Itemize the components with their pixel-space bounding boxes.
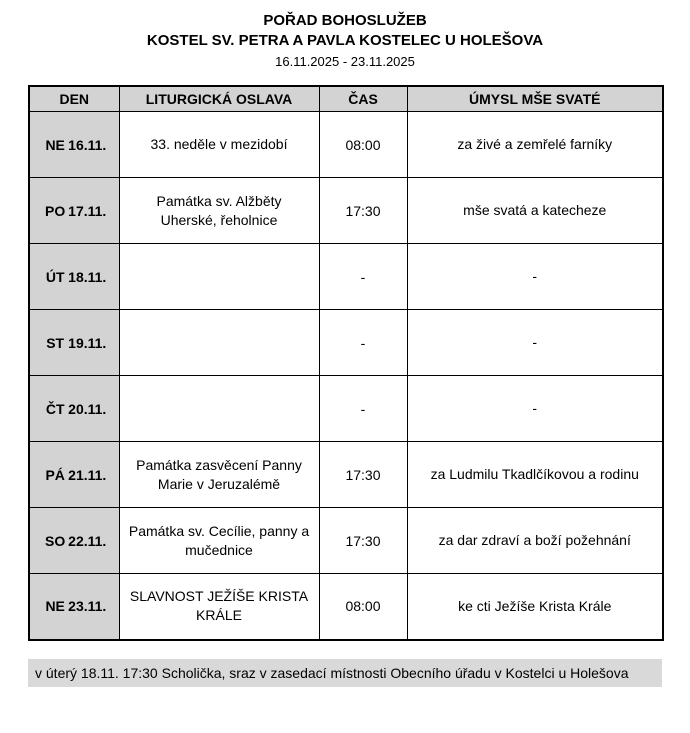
day-abbr: SO — [45, 532, 66, 549]
time-cell: 17:30 — [319, 508, 407, 574]
day-cell — [29, 376, 119, 442]
table-row — [29, 508, 663, 574]
celebration-cell: Památka sv. Alžběty Uherské, řeholnice — [119, 178, 319, 244]
day-date: 21.11. — [68, 466, 107, 483]
table-row — [29, 376, 663, 442]
day-abbr: PO — [45, 202, 66, 219]
day-abbr: ÚT — [45, 268, 65, 285]
page-subtitle: KOSTEL SV. PETRA A PAVLA KOSTELEC U HOLEŠOVA — [146, 32, 544, 49]
celebration-cell: 33. neděle v mezidobí — [119, 112, 319, 178]
time-cell: - — [319, 310, 407, 376]
celebration-cell — [119, 310, 319, 376]
day-date: 18.11. — [68, 268, 107, 285]
day-cell — [29, 574, 119, 640]
day-cell — [29, 310, 119, 376]
footer-note: v úterý 18.11. 17:30 Scholička, sraz v zasedací místnosti Obecního úřadu v Kostelci u Holešova — [28, 659, 662, 687]
day-date: 19.11. — [68, 334, 107, 351]
intention-cell: za Ludmilu Tkadlčíkovou a rodinu — [407, 442, 663, 508]
intention-cell: - — [407, 376, 663, 442]
time-cell: 17:30 — [319, 442, 407, 508]
day-cell — [29, 508, 119, 574]
column-header-liturgicka-oslava: LITURGICKÁ OSLAVA — [119, 86, 319, 112]
intention-cell: - — [407, 244, 663, 310]
table-row — [29, 574, 663, 640]
day-abbr: PÁ — [45, 466, 65, 483]
time-cell: - — [319, 376, 407, 442]
table-header-row — [29, 86, 663, 112]
day-abbr: NE — [45, 136, 65, 153]
day-date: 16.11. — [68, 136, 107, 153]
intention-cell: mše svatá a katecheze — [407, 178, 663, 244]
schedule-table — [28, 85, 664, 641]
page-title: POŘAD BOHOSLUŽEB — [263, 12, 427, 29]
celebration-cell — [119, 376, 319, 442]
intention-cell: - — [407, 310, 663, 376]
table-row — [29, 178, 663, 244]
table-row — [29, 112, 663, 178]
celebration-cell: Památka zasvěcení Panny Marie v Jeruzalémě — [119, 442, 319, 508]
day-abbr: ČT — [45, 400, 65, 417]
day-date: 22.11. — [68, 532, 107, 549]
day-cell — [29, 442, 119, 508]
table-row — [29, 310, 663, 376]
column-header-den: DEN — [29, 86, 119, 112]
day-date: 23.11. — [68, 598, 107, 615]
intention-cell: za dar zdraví a boží požehnání — [407, 508, 663, 574]
day-cell — [29, 112, 119, 178]
table-row — [29, 244, 663, 310]
table-row — [29, 442, 663, 508]
day-date: 20.11. — [68, 400, 107, 417]
date-range: 16.11.2025 - 23.11.2025 — [275, 54, 415, 69]
day-abbr: ST — [46, 334, 65, 351]
day-date: 17.11. — [68, 202, 107, 219]
time-cell: 08:00 — [319, 574, 407, 640]
column-header-umysl-mse-svate: ÚMYSL MŠE SVATÉ — [407, 86, 663, 112]
time-cell: 08:00 — [319, 112, 407, 178]
time-cell: - — [319, 244, 407, 310]
day-cell — [29, 178, 119, 244]
column-header-cas: ČAS — [319, 86, 407, 112]
celebration-cell — [119, 244, 319, 310]
intention-cell: ke cti Ježíše Krista Krále — [407, 574, 663, 640]
intention-cell: za živé a zemřelé farníky — [407, 112, 663, 178]
day-abbr: NE — [45, 598, 65, 615]
celebration-cell: SLAVNOST JEŽÍŠE KRISTA KRÁLE — [119, 574, 319, 640]
celebration-cell: Památka sv. Cecílie, panny a mučednice — [119, 508, 319, 574]
day-cell — [29, 244, 119, 310]
time-cell: 17:30 — [319, 178, 407, 244]
